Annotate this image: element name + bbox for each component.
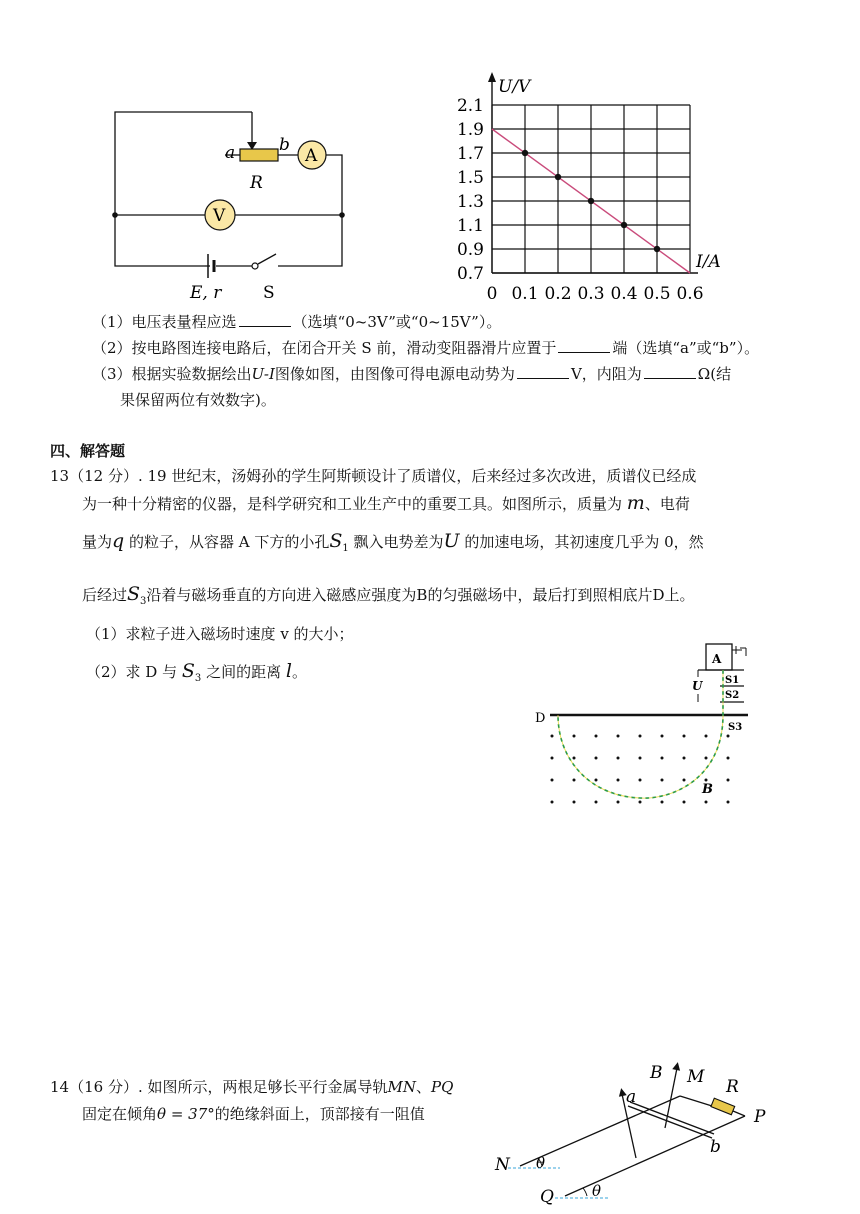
q13-line1: 13（12 分）. 19 世纪末，汤姆孙的学生阿斯顿设计了质谱仪，后来经过多次改进，质谱仪已经成 (50, 467, 697, 485)
label-b: b (279, 135, 290, 155)
q12-item2: （2）按电路图连接电路后，在闭合开关 S 前，滑动变阻器滑片应置于 端（选填“a”或“b”）。 (92, 339, 760, 357)
B-label: B (650, 1063, 663, 1083)
mass-spectrometer-figure (530, 640, 755, 810)
field-dot (595, 735, 598, 738)
field-dot (661, 779, 664, 782)
field-dot (551, 779, 554, 782)
q12-item3-cont: 果保留两位有效数字)。 (120, 391, 276, 409)
data-point (555, 174, 561, 180)
y-tick-label: 1.3 (456, 192, 484, 212)
field-dot (551, 801, 554, 804)
B-field-label: B (702, 782, 713, 797)
circuit-diagram (100, 100, 360, 305)
y-axis-label: U/V (498, 77, 531, 97)
q12-item1: （1）电压表量程应选 （选填“0~3V”或“0~15V”）。 (92, 313, 502, 331)
q14-line2: 固定在倾角θ = 37°的绝缘斜面上，顶部接有一阻值 (82, 1105, 425, 1123)
rod-a-label: a (626, 1087, 637, 1107)
x-axis-label: I/A (696, 252, 721, 272)
label-S: S (263, 283, 275, 303)
label-a: a (225, 143, 236, 163)
data-point (588, 198, 594, 204)
y-tick-label: 1.5 (456, 168, 484, 188)
q13-line3: 量为q 的粒子，从容器 A 下方的小孔$S_1$ 飘入电势差为U 的加速电场，其初速度几乎为 0，然 (82, 530, 704, 554)
field-dot (683, 779, 686, 782)
S1-label: S1 (725, 675, 740, 686)
container-A-label: A (712, 652, 722, 666)
data-point (522, 150, 528, 156)
field-dot (595, 779, 598, 782)
field-dot (639, 801, 642, 804)
y-tick-label: 2.1 (456, 96, 484, 116)
field-dot (551, 735, 554, 738)
N-label: N (495, 1155, 510, 1175)
field-dot (727, 779, 730, 782)
field-dot (639, 779, 642, 782)
q14-line1: 14（16 分）. 如图所示，两根足够长平行金属导轨MN、PQ (50, 1078, 454, 1096)
y-tick-label: 1.7 (456, 144, 484, 164)
field-dot (727, 757, 730, 760)
ui-chart (448, 70, 738, 310)
data-point (621, 222, 627, 228)
field-dot (573, 801, 576, 804)
field-dot (661, 735, 664, 738)
field-dot (639, 735, 642, 738)
field-dot (617, 757, 620, 760)
U-label: U (692, 679, 703, 693)
field-dot (573, 779, 576, 782)
answer-blank-emf[interactable] (517, 364, 569, 379)
field-dot (705, 801, 708, 804)
Q-label: Q (540, 1187, 554, 1207)
field-dot (661, 757, 664, 760)
M-label: M (687, 1067, 705, 1087)
field-dot (683, 801, 686, 804)
y-tick-label: 0.9 (456, 240, 484, 260)
q13-line2: 为一种十分精密的仪器，是科学研究和工业生产中的重要工具。如图所示，质量为 m、电荷 (82, 492, 690, 514)
P-label: P (754, 1107, 766, 1127)
ammeter-label: A (305, 146, 318, 166)
field-dot (639, 757, 642, 760)
q13-item2: （2）求 D 与 $S_3$ 之间的距离 l。 (86, 660, 307, 684)
S2-label: S2 (725, 690, 740, 701)
y-axis-arrow (488, 72, 496, 82)
rod-b-label: b (710, 1137, 721, 1157)
field-dot (683, 735, 686, 738)
q13-item1: （1）求粒子进入磁场时速度 v 的大小； (86, 625, 354, 643)
x-tick-label: 0.2 (544, 284, 572, 304)
answer-blank-range[interactable] (239, 312, 291, 327)
x-tick-label: 0.5 (643, 284, 671, 304)
label-R: R (250, 173, 263, 193)
x-tick-label: 0.4 (610, 284, 638, 304)
field-dot (683, 757, 686, 760)
x-tick-label: 0.3 (577, 284, 605, 304)
field-dot (727, 735, 730, 738)
x-tick-label: 0 (486, 284, 498, 304)
field-dot (595, 757, 598, 760)
field-dot (705, 735, 708, 738)
D-label: D (535, 711, 546, 726)
section-heading: 四、解答题 (50, 442, 126, 460)
x-tick-label: 0.6 (676, 284, 704, 304)
theta-label-1: θ (536, 1154, 546, 1172)
label-Er: E, r (190, 283, 222, 303)
S3-label: S3 (728, 722, 743, 733)
field-dot (573, 757, 576, 760)
answer-blank-end[interactable] (558, 338, 610, 353)
field-dot (573, 735, 576, 738)
y-tick-label: 0.7 (456, 264, 484, 284)
field-dot (551, 757, 554, 760)
R-label: R (726, 1077, 739, 1097)
field-dot (617, 801, 620, 804)
inclined-rails-figure (490, 1058, 780, 1214)
field-dot (617, 779, 620, 782)
field-dot (661, 801, 664, 804)
data-point (654, 246, 660, 252)
field-dot (705, 757, 708, 760)
field-dot (595, 801, 598, 804)
field-dot (617, 735, 620, 738)
q12-item3: （3）根据实验数据绘出U-I图像如图，由图像可得电源电动势为 V，内阻为 Ω(结 (92, 365, 732, 383)
answer-blank-resistance[interactable] (644, 364, 696, 379)
voltmeter-label: V (213, 206, 226, 226)
y-tick-label: 1.1 (456, 216, 484, 236)
field-dot (727, 801, 730, 804)
y-tick-label: 1.9 (456, 120, 484, 140)
x-tick-label: 0.1 (511, 284, 539, 304)
q13-line4: 后经过$S_3$沿着与磁场垂直的方向进入磁感应强度为B的匀强磁场中，最后打到照相底片D上。 (82, 583, 695, 607)
theta-label-2: θ (592, 1182, 602, 1200)
